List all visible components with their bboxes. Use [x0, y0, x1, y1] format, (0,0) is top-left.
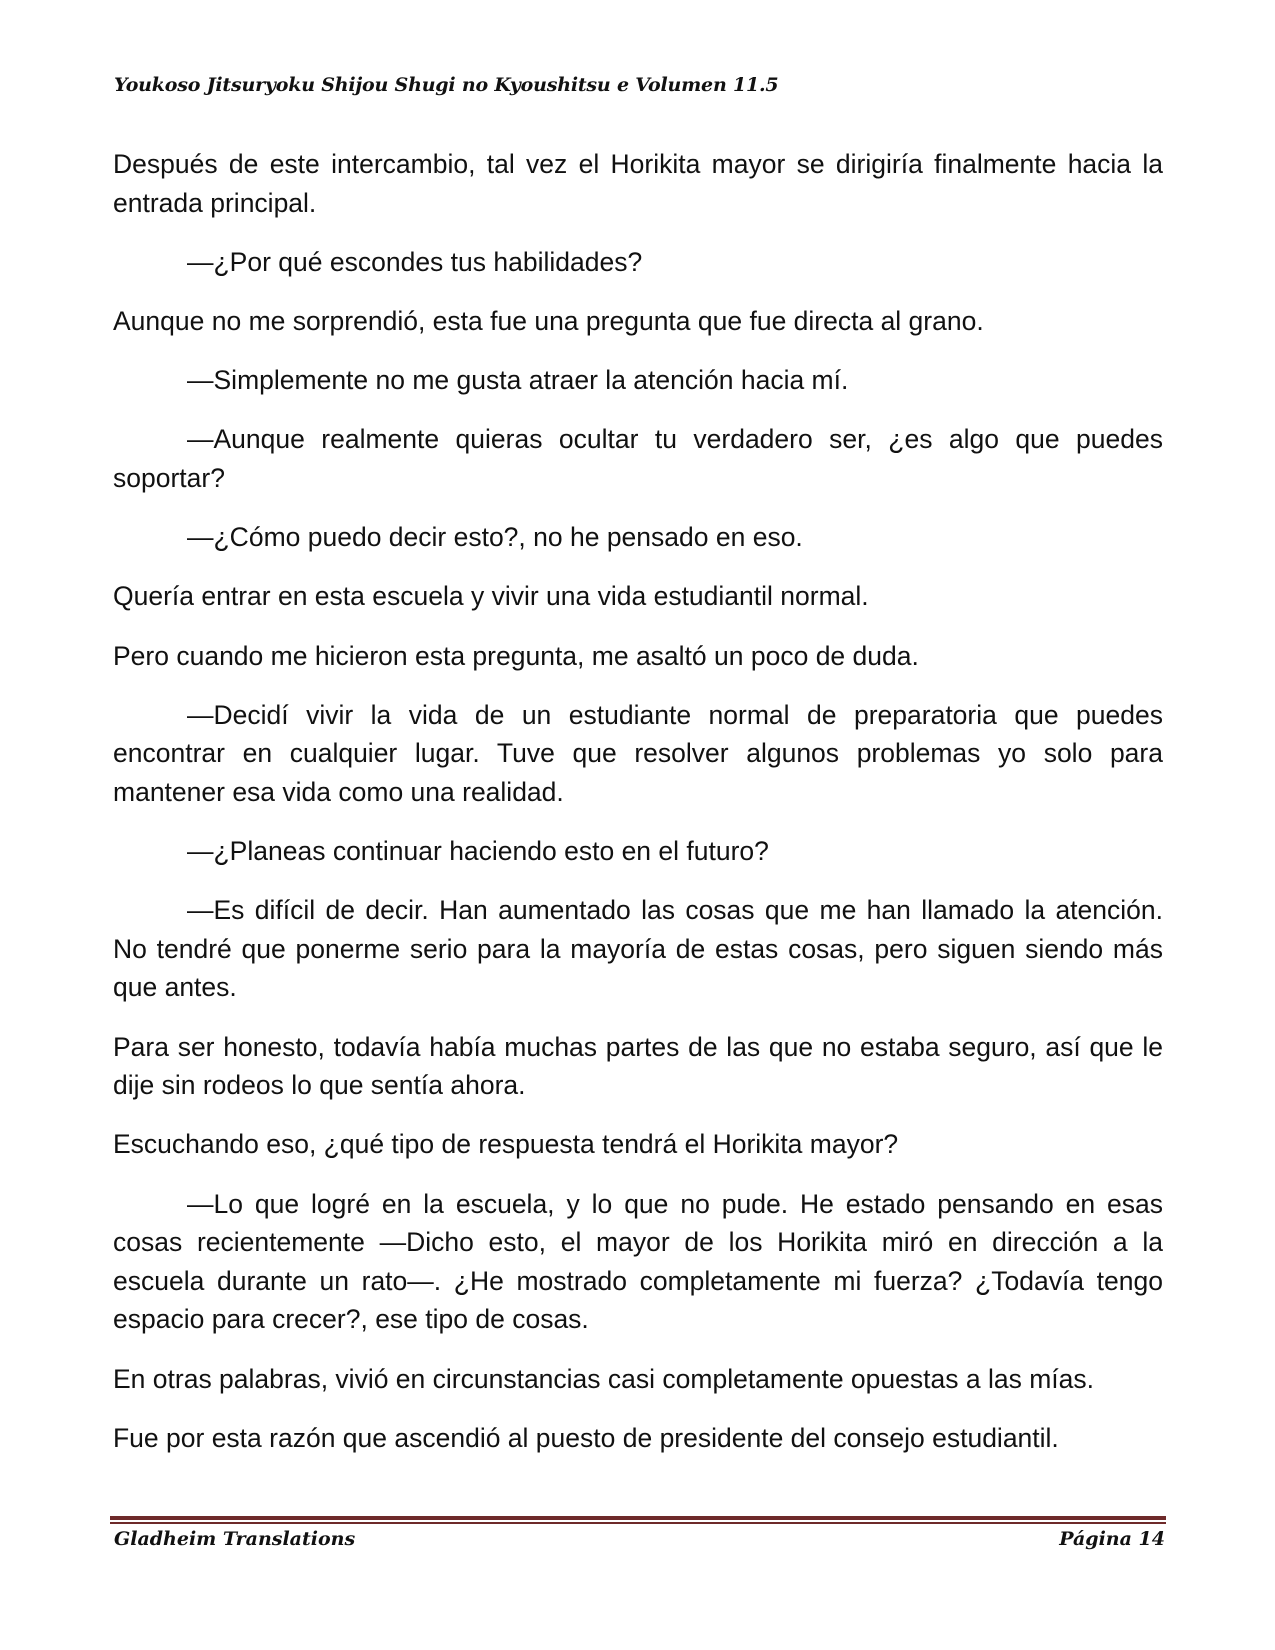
paragraph: Escuchando eso, ¿qué tipo de respuesta tendrá el Horikita mayor?: [113, 1129, 899, 1160]
dialogue-paragraph: —Lo que logré en la escuela, y lo que no pude. He estado pensando en esas cosas recientemente —Dicho esto, el mayor de los Horikita miró en dirección a la escuela durante un rato—. ¿He mostrado completamente mi fuerza? ¿Todavía tengo espacio para crecer?, ese tipo de cosas.: [113, 1188, 1163, 1335]
dialogue-paragraph: —¿Por qué escondes tus habilidades?: [187, 246, 643, 277]
dialogue-paragraph: —Simplemente no me gusta atraer la atención hacia mí.: [187, 365, 849, 396]
dialogue-paragraph: —Aunque realmente quieras ocultar tu verdadero ser, ¿es algo que puedes soportar?: [113, 424, 1163, 493]
paragraph: Aunque no me sorprendió, esta fue una pregunta que fue directa al grano.: [113, 305, 984, 336]
body-text: [113, 145, 1163, 1457]
paragraph: Fue por esta razón que ascendió al puesto de presidente del consejo estudiantil.: [113, 1422, 1059, 1453]
running-header: Youkoso Jitsuryoku Shijou Shugi no Kyoushitsu e Volumen 11.5: [114, 74, 779, 96]
dialogue-paragraph: —Es difícil de decir. Han aumentado las cosas que me han llamado la atención. No tendré que ponerme serio para la mayoría de estas cosas, pero siguen siendo más que antes.: [113, 895, 1163, 1003]
paragraph: Quería entrar en esta escuela y vivir una vida estudiantil normal.: [113, 581, 869, 612]
dialogue-paragraph: —Decidí vivir la vida de un estudiante normal de preparatoria que puedes encontrar en cualquier lugar. Tuve que resolver algunos problemas yo solo para mantener esa vida como una realidad.: [113, 699, 1163, 807]
paragraph: Después de este intercambio, tal vez el Horikita mayor se dirigiría finalmente hacia la entrada principal.: [113, 149, 1163, 218]
dialogue-paragraph: —¿Planeas continuar haciendo esto en el futuro?: [187, 836, 769, 867]
dialogue-paragraph: —¿Cómo puedo decir esto?, no he pensado en eso.: [187, 522, 803, 553]
paragraph: En otras palabras, vivió en circunstancias casi completamente opuestas a las mías.: [113, 1363, 1094, 1394]
footer-divider: [110, 1516, 1166, 1520]
footer-divider-thin: [110, 1522, 1166, 1524]
footer-translator-credit: Gladheim Translations: [114, 1528, 356, 1550]
page-number: Página 14: [1059, 1528, 1165, 1550]
paragraph: Para ser honesto, todavía había muchas partes de las que no estaba seguro, así que le dije sin rodeos lo que sentía ahora.: [113, 1031, 1163, 1101]
paragraph: Pero cuando me hicieron esta pregunta, me asaltó un poco de duda.: [113, 640, 919, 671]
